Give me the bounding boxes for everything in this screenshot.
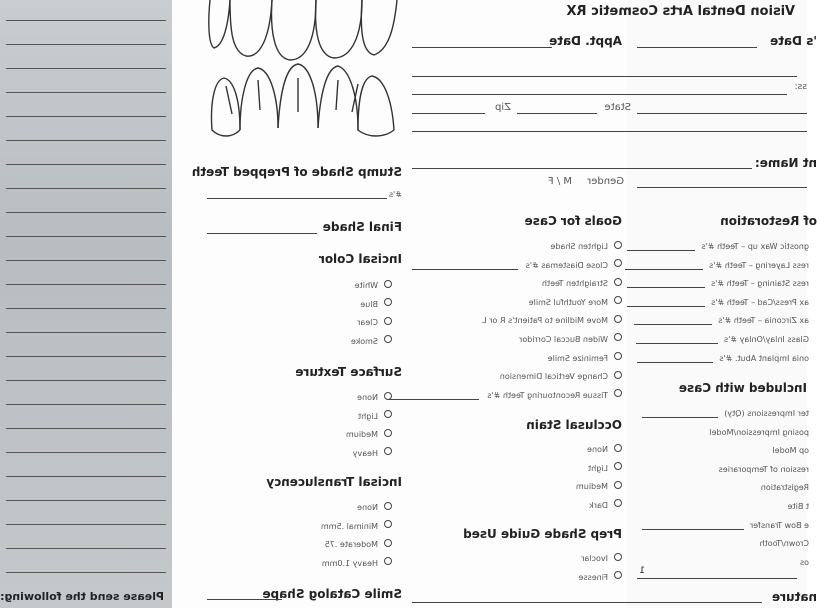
stump-sub-label: #'s xyxy=(388,190,402,199)
goals-list xyxy=(387,234,622,401)
stump-shade-field[interactable] xyxy=(207,198,387,199)
restoration-header: of Restoration xyxy=(720,214,817,228)
surface-texture-option[interactable]: Light xyxy=(346,404,392,423)
address-line-2[interactable] xyxy=(412,94,787,95)
surface-texture-option[interactable]: None xyxy=(346,385,392,404)
patient-name-label: nt Name: xyxy=(754,156,817,170)
appt-date-label: Appt. Date xyxy=(549,34,622,48)
goal-option[interactable]: Straighten Teeth xyxy=(387,271,622,290)
gender-value[interactable]: M / F xyxy=(547,176,572,187)
occlusal-option[interactable]: Medium xyxy=(576,474,622,493)
restoration-row[interactable]: onia Implant Abut. #'s xyxy=(625,346,809,365)
send-following-panel xyxy=(0,0,172,608)
included-list xyxy=(642,401,809,568)
restoration-row[interactable]: ax Zirconia – Teeth #'s xyxy=(625,308,809,327)
surface-texture-option[interactable]: Heavy xyxy=(346,441,392,460)
incisal-color-list xyxy=(351,273,392,347)
goal-option[interactable]: Feminize Smile xyxy=(387,346,622,365)
state-field[interactable] xyxy=(517,113,597,114)
translucency-option[interactable]: Heavy 1.0mm xyxy=(321,551,392,570)
prep-guide-list xyxy=(579,546,623,583)
city-field[interactable] xyxy=(637,113,807,114)
state-label: State xyxy=(604,102,631,113)
patient-name-field[interactable] xyxy=(412,168,752,169)
included-row[interactable]: e Bow Transfer xyxy=(642,513,809,532)
included-row[interactable]: t Bite xyxy=(787,501,809,511)
occlusal-header: Occlusal Stain xyxy=(526,418,622,432)
included-row[interactable]: Crown/Tooth xyxy=(759,539,809,549)
incisal-translucency-list xyxy=(321,495,392,569)
goal-option[interactable]: More Youthful Smile xyxy=(387,290,622,309)
signature-label: nature xyxy=(772,590,817,604)
translucency-option[interactable]: Minimal .5mm xyxy=(321,514,392,533)
teeth-diagram-icon xyxy=(207,0,402,150)
address-line-4[interactable] xyxy=(412,131,807,132)
occlusal-option[interactable]: Light xyxy=(576,456,622,475)
included-header: Included with Case xyxy=(678,381,807,395)
included-row[interactable]: Registration xyxy=(760,483,809,493)
goal-option[interactable]: Close Diastemas #'s xyxy=(387,253,622,272)
signature-field[interactable] xyxy=(412,602,762,603)
prep-guide-option[interactable]: Finesse xyxy=(579,565,623,584)
smile-catalog-header: Smile Catalog Shape xyxy=(262,587,402,601)
incisal-color-option[interactable]: Clear xyxy=(351,310,392,329)
occlusal-option[interactable]: Dark xyxy=(576,493,622,512)
goal-option[interactable]: Widen Buccal Corridor xyxy=(387,327,622,346)
incisal-color-header: Incisal Color xyxy=(318,252,402,266)
patient-extra-field[interactable] xyxy=(637,187,807,188)
stump-header: Stump Shade of Prepped Teeth xyxy=(191,165,402,179)
date-label: 's Date xyxy=(770,34,817,48)
final-shade-header: Final Shade xyxy=(322,220,402,234)
included-row[interactable]: posing Impression/Model xyxy=(709,427,809,437)
translucency-option[interactable]: Moderate .75 xyxy=(321,532,392,551)
incisal-color-option[interactable]: Blue xyxy=(351,292,392,311)
translucency-option[interactable]: None xyxy=(321,495,392,514)
restoration-list xyxy=(625,234,809,364)
occlusal-list xyxy=(576,437,622,511)
restoration-row[interactable]: ress Staining – Teeth #'s xyxy=(625,271,809,290)
included-row[interactable]: ression of Temporaries xyxy=(718,464,809,474)
prep-guide-option[interactable]: Ivoclar xyxy=(579,546,623,565)
goal-option[interactable]: Change Vertical Dimension xyxy=(387,364,622,383)
included-row[interactable]: op Model xyxy=(772,446,809,456)
incisal-translucency-header: Incisal Translucency xyxy=(266,475,402,489)
smile-catalog-field[interactable] xyxy=(207,599,282,600)
surface-texture-option[interactable]: Medium xyxy=(346,422,392,441)
included-last-field[interactable] xyxy=(637,578,797,579)
address-label: ss: xyxy=(794,82,807,92)
surface-texture-list xyxy=(346,385,392,459)
incisal-color-option[interactable]: White xyxy=(351,273,392,292)
included-row[interactable]: os xyxy=(799,557,809,567)
included-last-value: 1 xyxy=(639,566,645,576)
address-line-1[interactable] xyxy=(412,76,797,77)
restoration-row[interactable]: gnostic Wax up – Teeth #'s xyxy=(625,234,809,253)
goal-option[interactable]: Lighten Shade xyxy=(387,234,622,253)
prep-guide-header: Prep Shade Guide Used xyxy=(463,527,622,541)
zip-field[interactable] xyxy=(412,113,485,114)
goals-header: Goals for Case xyxy=(524,214,622,228)
final-shade-field[interactable] xyxy=(207,233,317,234)
goal-option[interactable]: Move Midline to Patient's R or L xyxy=(387,308,622,327)
restoration-row[interactable]: ress Layering – Teeth #'s xyxy=(625,253,809,272)
included-row[interactable]: ter Impressions (Qty) xyxy=(642,401,809,420)
restoration-row[interactable]: ax Press/Cad – Teeth #'s xyxy=(625,290,809,309)
send-following-label: Please send the following: xyxy=(0,590,164,603)
restoration-row[interactable]: Glass Inlay/Onlay #'s xyxy=(625,327,809,346)
surface-texture-header: Surface Texture xyxy=(295,365,402,379)
occlusal-option[interactable]: None xyxy=(576,437,622,456)
gender-label: Gender xyxy=(587,176,624,187)
appt-date-field[interactable] xyxy=(412,47,552,48)
form-title: Vision Dental Arts Cosmetic RX xyxy=(566,4,795,19)
zip-label: Zip xyxy=(495,102,511,113)
goal-option[interactable]: Tissue Recontouring Teeth #'s xyxy=(387,383,622,402)
incisal-color-option[interactable]: Smoke xyxy=(351,329,392,348)
date-field[interactable] xyxy=(637,47,757,48)
